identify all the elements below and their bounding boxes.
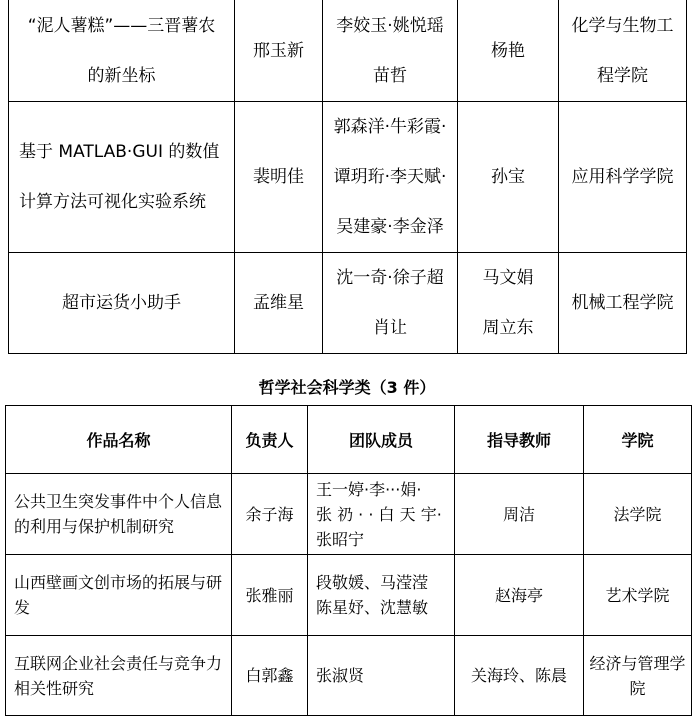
table-row bbox=[6, 555, 692, 636]
college-cell: 机械工程学院 bbox=[559, 253, 687, 354]
members-cell: 沈一奇·徐子超 肖让 bbox=[323, 253, 458, 354]
table-row bbox=[9, 0, 687, 102]
college-cell: 经济与管理学院 bbox=[584, 636, 692, 716]
advisor-cell: 杨艳 bbox=[458, 0, 559, 102]
table-row bbox=[6, 636, 692, 716]
leader-cell: 邢玉新 bbox=[235, 0, 323, 102]
header-members: 团队成员 bbox=[308, 406, 455, 474]
work-title-cell: 基于 MATLAB·GUI 的数值 计算方法可视化实验系统 bbox=[9, 102, 235, 253]
leader-cell: 余子海 bbox=[232, 474, 308, 555]
advisor-cell: 关海玲、陈晨 bbox=[455, 636, 584, 716]
table-row bbox=[9, 102, 687, 253]
work-title-cell: “泥人薯糕”——三晋薯农 的新坐标 bbox=[9, 0, 235, 102]
table-row bbox=[9, 253, 687, 354]
advisor-cell: 马文娟 周立东 bbox=[458, 253, 559, 354]
advisor-cell: 孙宝 bbox=[458, 102, 559, 253]
college-cell: 艺术学院 bbox=[584, 555, 692, 636]
section-title: 哲学社会科学类（3 件） bbox=[258, 378, 436, 397]
members-cell: 李姣玉·姚悦瑶 苗哲 bbox=[323, 0, 458, 102]
awards-table-science bbox=[8, 0, 687, 354]
table-header-row bbox=[6, 406, 692, 474]
work-title-cell: 超市运货小助手 bbox=[9, 253, 235, 354]
members-cell: 张淑贤 bbox=[308, 636, 455, 716]
awards-table-social-science bbox=[5, 405, 692, 716]
table-row bbox=[6, 474, 692, 555]
college-cell: 法学院 bbox=[584, 474, 692, 555]
leader-cell: 孟维星 bbox=[235, 253, 323, 354]
college-cell: 应用科学学院 bbox=[559, 102, 687, 253]
members-cell: 郭森洋·牛彩霞· 谭玥珩·李天赋· 吴建豪·李金泽 bbox=[323, 102, 458, 253]
advisor-cell: 赵海亭 bbox=[455, 555, 584, 636]
leader-cell: 白郭鑫 bbox=[232, 636, 308, 716]
header-advisor: 指导教师 bbox=[455, 406, 584, 474]
work-title-cell: 互联网企业社会责任与竞争力相关性研究 bbox=[6, 636, 232, 716]
leader-cell: 张雅丽 bbox=[232, 555, 308, 636]
work-title-cell: 公共卫生突发事件中个人信息的利用与保护机制研究 bbox=[6, 474, 232, 555]
header-work: 作品名称 bbox=[6, 406, 232, 474]
header-leader: 负责人 bbox=[232, 406, 308, 474]
leader-cell: 裴明佳 bbox=[235, 102, 323, 253]
members-cell: 段敬媛、马滢滢 陈星妤、沈慧敏 bbox=[308, 555, 455, 636]
work-title-cell: 山西壁画文创市场的拓展与研发 bbox=[6, 555, 232, 636]
college-cell: 化学与生物工 程学院 bbox=[559, 0, 687, 102]
advisor-cell: 周洁 bbox=[455, 474, 584, 555]
header-college: 学院 bbox=[584, 406, 692, 474]
members-cell: 王一婷·李···娟· 张 礽 · · 白 天 宇· 张昭宁 bbox=[308, 474, 455, 555]
